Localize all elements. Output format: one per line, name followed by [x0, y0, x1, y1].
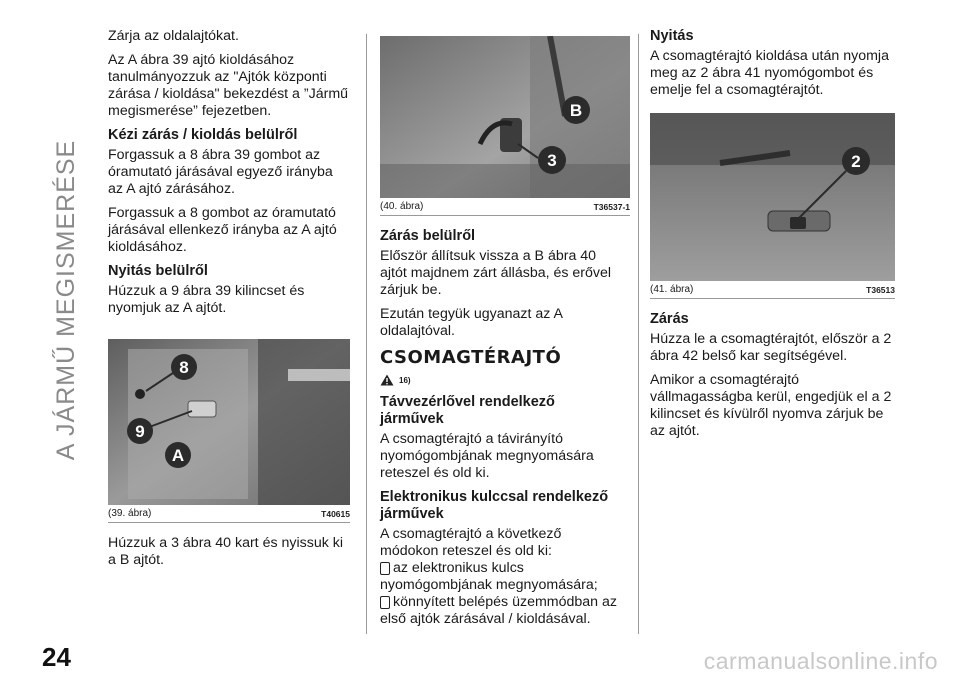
col2-paragraph-3: A csomagtérajtó a távirányító nyomógombjának megnyomására reteszel és old ki. — [380, 431, 594, 481]
section-title-tailgate: CSOMAGTÉRAJTÓ — [380, 347, 562, 368]
page-number: 24 — [42, 642, 71, 672]
figure-41-caption: (41. ábra) — [650, 284, 694, 295]
bullet-2-text-b: első ajtók zárásával / kioldásával. — [380, 611, 591, 627]
bullet-1-icon — [380, 562, 390, 575]
col2-paragraph-2: Ezután tegyük ugyanazt az A oldalajtóval. — [380, 306, 563, 339]
col1-paragraph-4: Forgassuk a 8 gombot az óramutató járásával ellenkező irányba az A ajtó kioldásához. — [108, 205, 337, 255]
figure-39-caption: (39. ábra) — [108, 508, 152, 519]
heading-close-inside: Zárás belülről — [380, 228, 476, 244]
bullet-1-text-a: az elektronikus kulcs — [393, 560, 524, 576]
callout-B-label: B — [569, 101, 583, 120]
heading-electronic-key: Elektronikus kulccsal rendelkező járművek — [380, 489, 609, 522]
col1-paragraph-2: Az A ábra 39 ajtó kioldásához tanulmányozzuk az "Ajtók központi zárása / kioldása" bekezdést a ”Jármű megismerése” fejezetben. — [108, 52, 349, 119]
col2-paragraph-1: Először állítsuk vissza a B ábra 40 ajtót majdnem zárt állásba, és erővel zárjuk be. — [380, 248, 612, 298]
heading-open-inside: Nyitás belülről — [108, 263, 208, 279]
figure-41-photo — [650, 113, 895, 281]
figure-40-photo — [380, 36, 630, 198]
figure-39-code: T40615 — [321, 508, 350, 519]
column-3 — [650, 28, 895, 447]
callout-A-label: A — [171, 446, 185, 465]
heading-close: Zárás — [650, 311, 689, 327]
figure-41 — [650, 113, 895, 299]
heading-remote: Távvezérlővel rendelkező járművek — [380, 394, 555, 427]
heading-open: Nyitás — [650, 28, 694, 44]
callout-2-label: 2 — [851, 152, 861, 171]
figure-40 — [380, 36, 630, 216]
figure-40-caption: (40. ábra) — [380, 201, 424, 212]
warning-reference — [380, 374, 622, 386]
col3-paragraph-2: Húzza le a csomagtérajtót, először a 2 ábra 42 belső kar segítségével. — [650, 331, 892, 364]
col1-paragraph-1: Zárja az oldalajtókat. — [108, 28, 239, 44]
col1-paragraph-6: Húzzuk a 3 ábra 40 kart és nyissuk ki a B ajtót. — [108, 535, 343, 568]
figure-40-caption-row — [380, 198, 630, 216]
callout-8-label: 8 — [179, 358, 189, 377]
column-divider-2 — [638, 34, 639, 634]
bullet-2-icon — [380, 596, 390, 609]
watermark: carmanualsonline.info — [703, 648, 938, 674]
col3-paragraph-3: Amikor a csomagtérajtó vállmagasságba kerül, engedjük el a 2 kilincset és kívülről nyomva zárjuk be az ajtót. — [650, 372, 892, 439]
bullet-1-text-b: nyomógombjának megnyomására; — [380, 577, 598, 593]
callout-9-label: 9 — [135, 422, 145, 441]
callout-3-label: 3 — [547, 151, 557, 170]
bullet-2-text-a: könnyített belépés üzemmódban az — [393, 594, 617, 610]
heading-manual-lock: Kézi zárás / kioldás belülről — [108, 127, 298, 143]
bullet-2 — [380, 594, 622, 628]
col2-paragraph-4: A csomagtérajtó a következő módokon reteszel és old ki: — [380, 526, 562, 559]
figure-39 — [108, 339, 350, 523]
figure-41-caption-row — [650, 281, 895, 299]
figure-41-code: T36513 — [866, 284, 895, 295]
bullet-1 — [380, 560, 622, 594]
warning-triangle-icon — [380, 374, 394, 386]
column-2 — [380, 36, 630, 628]
column-divider-1 — [366, 34, 367, 634]
figure-40-code: T36537-1 — [593, 201, 630, 212]
col1-paragraph-5: Húzzuk a 9 ábra 39 kilincset és nyomjuk az A ajtót. — [108, 283, 305, 316]
col1-paragraph-3: Forgassuk a 8 ábra 39 gombot az óramutató járásával egyező irányba az A ajtó zárásához. — [108, 147, 333, 197]
col3-paragraph-1: A csomagtérajtó kioldása után nyomja meg az 2 ábra 41 nyomógombot és emelje fel a csomagtérajtót. — [650, 48, 889, 98]
figure-39-caption-row — [108, 505, 350, 523]
column-1 — [108, 28, 350, 576]
chapter-side-title: A JÁRMŰ MEGISMERÉSE — [52, 139, 80, 461]
figure-39-photo — [108, 339, 350, 505]
warning-number: 16) — [399, 375, 411, 385]
